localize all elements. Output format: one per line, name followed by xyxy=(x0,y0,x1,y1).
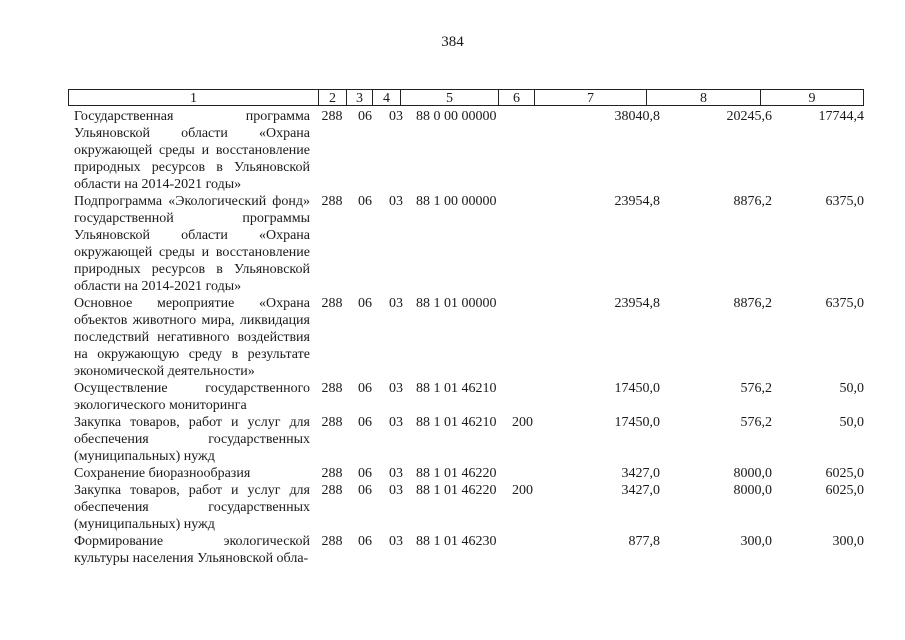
header-col-4: 4 xyxy=(373,90,401,105)
table-row xyxy=(74,465,864,482)
page-number: 384 xyxy=(441,34,464,50)
header-col-7: 7 xyxy=(535,90,647,105)
row-value-8: 20245,6 xyxy=(726,109,772,124)
row-value-8: 576,2 xyxy=(740,415,772,430)
row-csr: 88 1 00 00000 xyxy=(416,194,497,209)
row-value-8: 8876,2 xyxy=(733,194,772,209)
row-value-9: 6025,0 xyxy=(825,466,864,481)
row-grbs: 288 xyxy=(321,415,343,430)
row-value-8: 8876,2 xyxy=(733,296,772,311)
row-value-8: 8000,0 xyxy=(733,466,772,481)
row-pr: 03 xyxy=(389,109,403,124)
row-value-8: 300,0 xyxy=(740,534,772,549)
row-rz: 06 xyxy=(358,296,372,311)
table-header xyxy=(68,89,864,106)
table-row xyxy=(74,533,864,567)
table-row xyxy=(74,380,864,414)
row-name: Основное мероприятие «Охрана объектов животного мира, ликвидация последствий негативного воздействия на окружающую среду в результате экономической деятельности» xyxy=(74,296,310,379)
row-value-9: 6375,0 xyxy=(825,296,864,311)
header-col-8: 8 xyxy=(647,90,761,105)
row-vr xyxy=(512,108,542,193)
row-rz: 06 xyxy=(358,109,372,124)
row-value-7: 17450,0 xyxy=(614,415,660,430)
row-name: Подпрограмма «Экологический фонд» государственной программы Ульяновской области «Охрана окружающей среды и восстановление природных ресурсов в Ульяновской области на 2014-2021 годы» xyxy=(74,194,310,294)
row-vr xyxy=(512,193,542,295)
header-col-5: 5 xyxy=(401,90,499,105)
row-csr: 88 1 01 46210 xyxy=(416,381,497,396)
table-row xyxy=(74,108,864,193)
header-col-3: 3 xyxy=(347,90,373,105)
row-value-9: 6375,0 xyxy=(825,194,864,209)
row-pr: 03 xyxy=(389,381,403,396)
row-name: Государственная программа Ульяновской области «Охрана окружающей среды и восстановление природных ресурсов в Ульяновской области на 2014-2021 годы» xyxy=(74,109,310,192)
row-vr: 200 xyxy=(512,415,533,430)
row-name: Осуществление государственного экологического мониторинга xyxy=(74,381,310,413)
row-value-7: 3427,0 xyxy=(621,466,660,481)
row-value-9: 50,0 xyxy=(839,415,864,430)
row-value-9: 17744,4 xyxy=(818,109,864,124)
row-grbs: 288 xyxy=(321,466,343,481)
row-rz: 06 xyxy=(358,194,372,209)
table-row xyxy=(74,482,864,533)
row-value-7: 17450,0 xyxy=(614,381,660,396)
row-value-9: 6025,0 xyxy=(825,483,864,498)
row-grbs: 288 xyxy=(321,194,343,209)
row-value-7: 23954,8 xyxy=(614,296,660,311)
row-grbs: 288 xyxy=(321,296,343,311)
header-col-1: 1 xyxy=(69,90,319,105)
row-vr xyxy=(512,295,542,380)
row-grbs: 288 xyxy=(321,483,343,498)
row-value-7: 3427,0 xyxy=(621,483,660,498)
header-col-9: 9 xyxy=(808,91,816,106)
row-pr: 03 xyxy=(389,194,403,209)
row-value-8: 576,2 xyxy=(740,381,772,396)
header-col-2: 2 xyxy=(319,90,347,105)
row-rz: 06 xyxy=(358,483,372,498)
row-vr xyxy=(512,465,542,482)
row-csr: 88 1 01 00000 xyxy=(416,296,497,311)
row-vr xyxy=(512,533,542,567)
row-pr: 03 xyxy=(389,534,403,549)
row-csr: 88 1 01 46220 xyxy=(416,483,497,498)
row-value-7: 877,8 xyxy=(628,534,660,549)
row-csr: 88 1 01 46220 xyxy=(416,466,497,481)
header-col-6: 6 xyxy=(499,90,535,105)
table-row xyxy=(74,193,864,295)
row-name: Закупка товаров, работ и услуг для обеспечения государственных (муниципальных) нужд xyxy=(74,483,310,532)
row-vr: 200 xyxy=(512,483,533,498)
row-grbs: 288 xyxy=(321,534,343,549)
row-csr: 88 1 01 46230 xyxy=(416,534,497,549)
row-name: Закупка товаров, работ и услуг для обеспечения государственных (муниципальных) нужд xyxy=(74,415,310,464)
table-body xyxy=(74,108,864,567)
row-rz: 06 xyxy=(358,415,372,430)
row-rz: 06 xyxy=(358,466,372,481)
row-csr: 88 1 01 46210 xyxy=(416,415,497,430)
row-pr: 03 xyxy=(389,483,403,498)
row-value-7: 23954,8 xyxy=(614,194,660,209)
row-name: Сохранение биоразнообразия xyxy=(74,466,251,481)
row-rz: 06 xyxy=(358,381,372,396)
row-vr xyxy=(512,380,542,414)
row-value-7: 38040,8 xyxy=(614,109,660,124)
row-value-9: 300,0 xyxy=(832,534,864,549)
row-rz: 06 xyxy=(358,534,372,549)
row-value-8: 8000,0 xyxy=(733,483,772,498)
row-value-9: 50,0 xyxy=(839,381,864,396)
row-pr: 03 xyxy=(389,415,403,430)
row-pr: 03 xyxy=(389,466,403,481)
table-row xyxy=(74,414,864,465)
row-name: Формирование экологической культуры населения Ульяновской обла- xyxy=(74,534,310,566)
row-pr: 03 xyxy=(389,296,403,311)
row-grbs: 288 xyxy=(321,109,343,124)
table-row xyxy=(74,295,864,380)
row-grbs: 288 xyxy=(321,381,343,396)
row-csr: 88 0 00 00000 xyxy=(416,109,497,124)
